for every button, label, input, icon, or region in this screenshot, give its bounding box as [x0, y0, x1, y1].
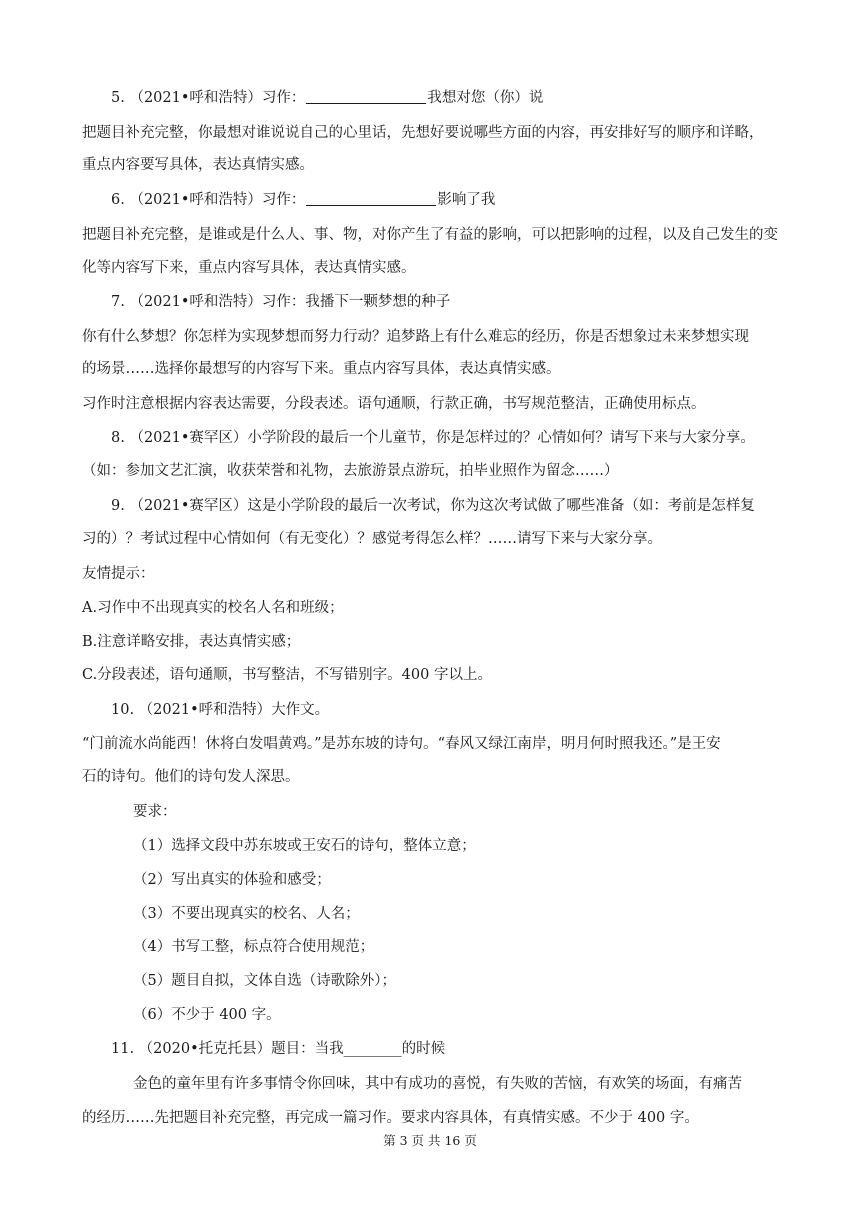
q9-body-line-1: 习的）？考试过程中心情如何（有无变化）？感觉考得怎么样？……请写下来与大家分享。: [82, 531, 662, 547]
page-number-footer: 第 3 页 共 16 页: [383, 1133, 477, 1148]
q9-tip-b: B.注意详略安排，表达真情实感；: [82, 634, 301, 650]
q10-requirement-1: （1）选择文段中苏东坡或王安石的诗句，整体立意；: [133, 838, 476, 854]
q5-body-line-1: 把题目补充完整，你最想对谁说说自己的心里话，先想好要说哪些方面的内容，再安排好写的顺序和详略，: [82, 125, 764, 141]
q5-heading: [111, 88, 543, 108]
q10-requirement-4: （4）书写工整，标点符合使用规范；: [133, 939, 375, 955]
q5-heading-prefix: 5. （2021•呼和浩特）习作：: [111, 90, 306, 106]
q10-requirement-3: （3）不要出现真实的校名、人名；: [133, 906, 360, 922]
q10-body-line-2: 石的诗句。他们的诗句发人深思。: [82, 769, 300, 785]
q11-body-line-2: 的经历……先把题目补充完整，再完成一篇习作。要求内容具体，有真情实感。不少于 400 字。: [82, 1110, 699, 1126]
q9-heading: 9. （2021•赛罕区）这是小学阶段的最后一次考试，你为这次考试做了哪些准备（如：考前是怎样复: [111, 498, 755, 514]
q7-body-line-3: 习作时注意根据内容表达需要，分段表述。语句通顺，行款正确，书写规范整洁，正确使用标点。: [82, 396, 706, 412]
q7-heading: 7. （2021•呼和浩特）习作：我播下一颗梦想的种子: [111, 294, 451, 310]
q6-answer-blank[interactable]: [306, 190, 436, 206]
q9-tip-c: C.分段表述，语句通顺，书写整洁，不写错别字。400 字以上。: [82, 667, 492, 683]
q10-heading: 10. （2021•呼和浩特）大作文。: [111, 702, 330, 718]
q11-body-line-1: 金色的童年里有许多事情令你回味，其中有成功的喜悦，有失败的苦恼，有欢笑的场面，有痛苦: [133, 1076, 742, 1092]
q10-requirements-title: 要求：: [133, 804, 177, 820]
q11-heading: 11. （2020•托克托县）题目：当我________的时候: [111, 1041, 446, 1057]
q5-body-line-2: 重点内容要写具体，表达真情实感。: [82, 157, 314, 173]
q10-requirement-2: （2）写出真实的体验和感受；: [133, 872, 331, 888]
q10-requirement-5: （5）题目自拟，文体自选（诗歌除外）；: [133, 973, 396, 989]
q6-heading-prefix: 6. （2021•呼和浩特）习作：: [111, 192, 306, 208]
q9-tips-title: 友情提示：: [82, 566, 155, 582]
q10-body-line-1: “门前流水尚能西！休将白发唱黄鸡。”是苏东坡的诗句。“春风又绿江南岸，明月何时照我还。”是王安: [82, 736, 721, 752]
q6-heading-suffix: 影响了我: [437, 192, 496, 208]
q6-heading: [111, 190, 495, 210]
q8-heading: 8. （2021•赛罕区）小学阶段的最后一个儿童节，你是怎样过的？心情如何？请写下来与大家分享。: [111, 430, 755, 446]
q9-tip-a: A.习作中不出现真实的校名人名和班级；: [82, 600, 344, 616]
q5-heading-suffix: 我想对您（你）说: [427, 90, 544, 106]
q6-body-line-2: 化等内容写下来，重点内容写具体，表达真情实感。: [82, 260, 416, 276]
q6-body-line-1: 把题目补充完整，是谁或是什么人、事、物，对你产生了有益的影响，可以把影响的过程，以及自己发生的变: [82, 227, 778, 243]
q7-body-line-2: 的场景……选择你最想写的内容写下来。重点内容写具体，表达真情实感。: [82, 361, 561, 377]
q8-body-line-1: （如：参加文艺汇演，收获荣誉和礼物，去旅游景点游玩，拍毕业照作为留念……）: [82, 463, 619, 479]
q5-answer-blank[interactable]: [306, 88, 426, 104]
q10-requirement-6: （6）不少于 400 字。: [133, 1007, 281, 1023]
q7-body-line-1: 你有什么梦想？你怎样为实现梦想而努力行动？追梦路上有什么难忘的经历，你是否想象过未来梦想实现: [82, 329, 749, 345]
